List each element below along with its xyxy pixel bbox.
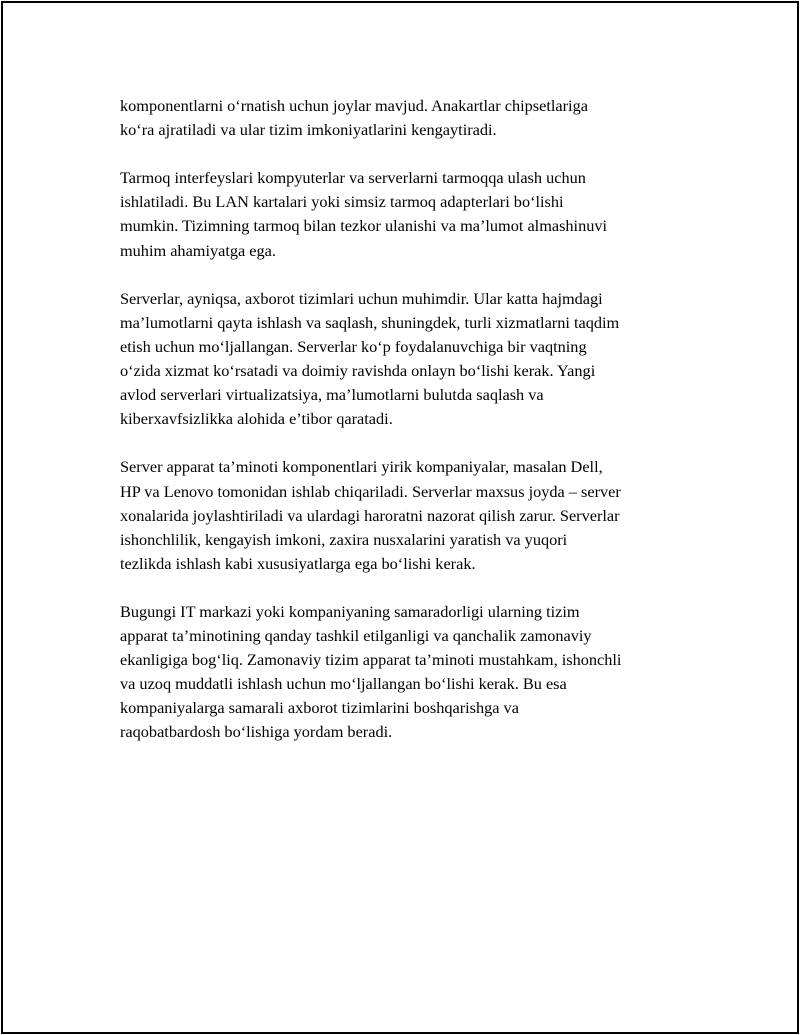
text-line: apparat ta’minotining qanday tashkil etilganligi va qanchalik zamonaviy bbox=[120, 626, 592, 646]
text-line: Tarmoq interfeyslari kompyuterlar va serverlarni tarmoqqa ulash uchun bbox=[120, 168, 586, 188]
paragraph-motherboards bbox=[120, 94, 700, 142]
text-line: ishlatiladi. Bu LAN kartalari yoki simsiz tarmoq adapterlari bo‘lishi bbox=[120, 192, 564, 212]
text-line: mumkin. Tizimning tarmoq bilan tezkor ulanishi va ma’lumot almashinuvi bbox=[120, 216, 608, 236]
text-line: Server apparat ta’minoti komponentlari yirik kompaniyalar, masalan Dell, bbox=[120, 457, 603, 477]
text-line: HP va Lenovo tomonidan ishlab chiqariladi. Serverlar maxsus joyda – server bbox=[120, 481, 621, 501]
text-line: ma’lumotlarni qayta ishlash va saqlash, shuningdek, turli xizmatlarni taqdim bbox=[120, 312, 620, 332]
text-line: tezlikda ishlash kabi xususiyatlarga ega bo‘lishi kerak. bbox=[120, 553, 476, 573]
text-line: raqobatbardosh bo‘lishiga yordam beradi. bbox=[120, 722, 393, 742]
paragraph-server-hardware bbox=[120, 455, 700, 575]
text-line: o‘zida xizmat ko‘rsatadi va doimiy ravishda onlayn bo‘lishi kerak. Yangi bbox=[120, 361, 596, 381]
text-line: kompaniyalarga samarali axborot tizimlarini boshqarishga va bbox=[120, 698, 519, 718]
text-line: ekanligiga bog‘liq. Zamonaviy tizim apparat ta’minoti mustahkam, ishonchli bbox=[120, 650, 622, 670]
text-line: Bugungi IT markazi yoki kompaniyaning samaradorligi ularning tizim bbox=[120, 601, 580, 621]
text-line: xonalarida joylashtiriladi va ulardagi haroratni nazorat qilish zarur. Serverlar bbox=[120, 505, 620, 525]
text-line: etish uchun mo‘ljallangan. Serverlar ko‘p foydalanuvchiga bir vaqtning bbox=[120, 336, 587, 356]
text-line: kiberxavfsizlikka alohida e’tibor qaratadi. bbox=[120, 409, 393, 429]
text-line: ko‘ra ajratiladi va ular tizim imkoniyatlarini kengaytiradi. bbox=[120, 120, 497, 140]
text-line: muhim ahamiyatga ega. bbox=[120, 240, 276, 260]
paragraph-servers bbox=[120, 287, 700, 432]
document-body bbox=[120, 94, 700, 769]
text-line: Serverlar, ayniqsa, axborot tizimlari uchun muhimdir. Ular katta hajmdagi bbox=[120, 288, 603, 308]
text-line: va uzoq muddatli ishlash uchun mo‘ljallangan bo‘lishi kerak. Bu esa bbox=[120, 674, 567, 694]
paragraph-network-interfaces bbox=[120, 166, 700, 262]
text-line: komponentlarni o‘rnatish uchun joylar mavjud. Anakartlar chipsetlariga bbox=[120, 96, 588, 115]
text-line: avlod serverlari virtualizatsiya, ma’lumotlarni bulutda saqlash va bbox=[120, 385, 544, 405]
paragraph-it-center bbox=[120, 600, 700, 745]
text-line: ishonchlilik, kengayish imkoni, zaxira nusxalarini yaratish va yuqori bbox=[120, 529, 568, 549]
page-frame bbox=[1, 1, 799, 1034]
